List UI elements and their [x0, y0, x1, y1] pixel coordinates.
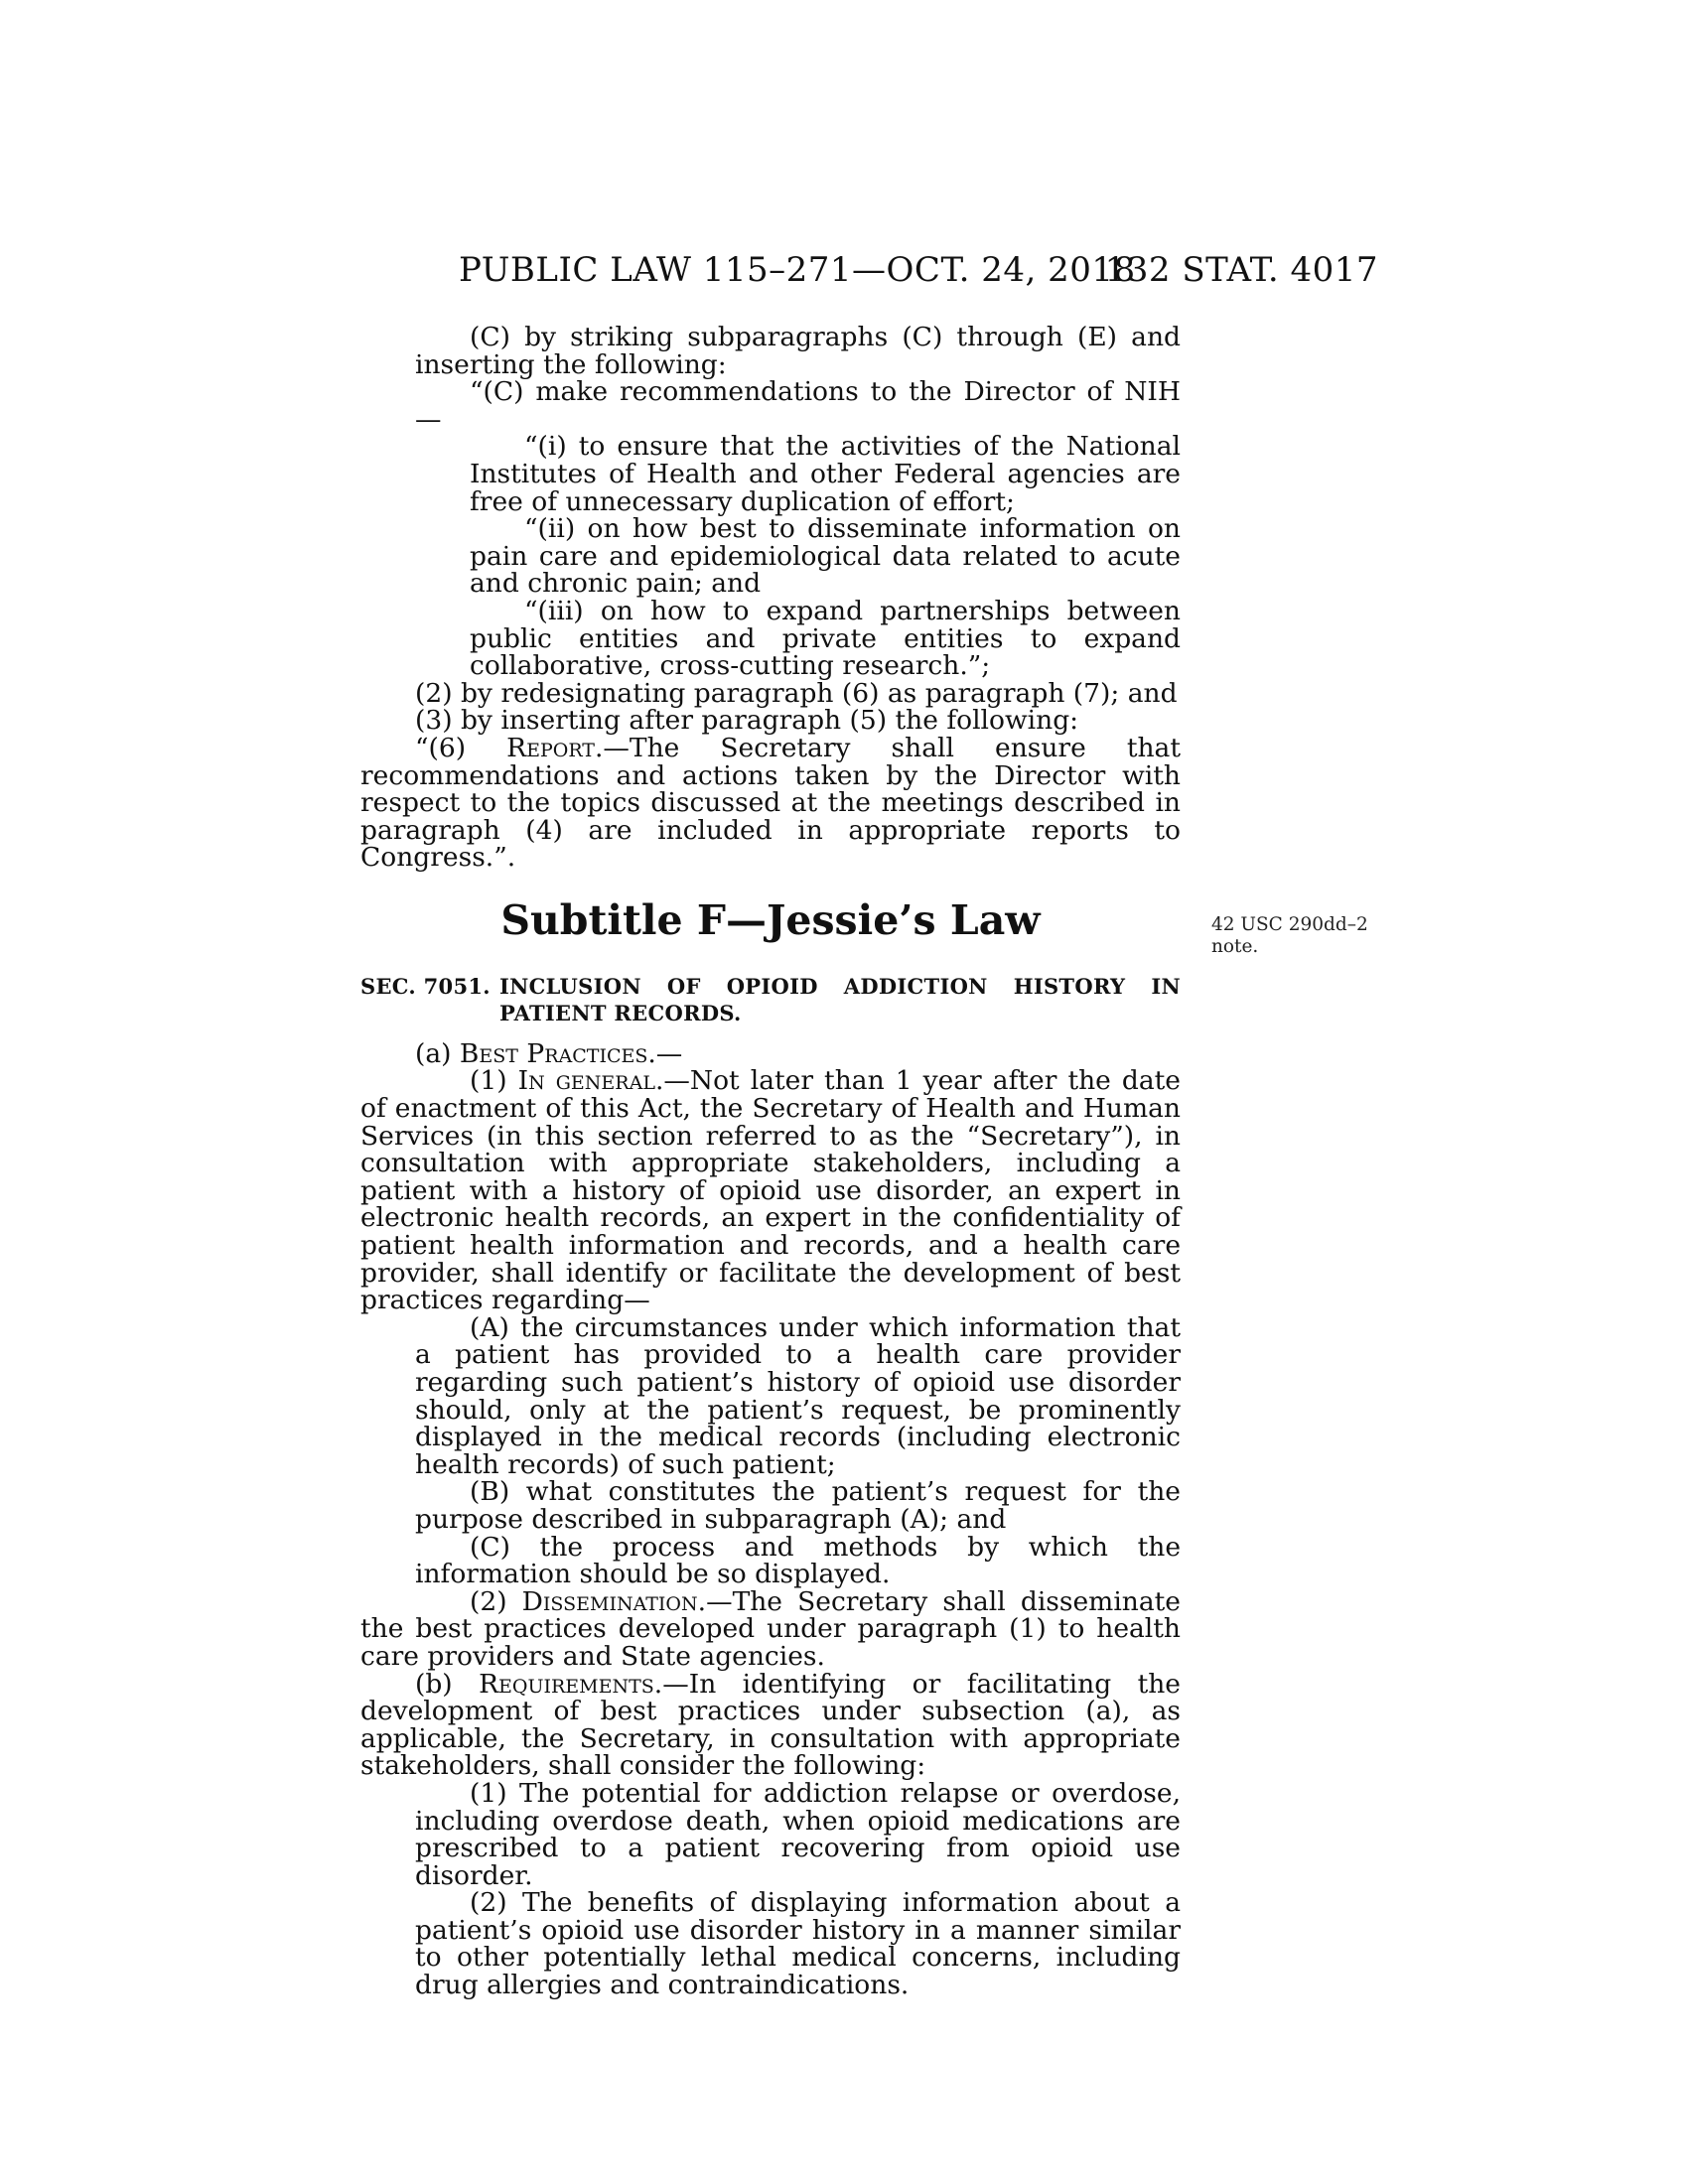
a1-text: .—Not later than 1 year after the date of enactment of this Act, the Secretary of Health and Human Services (in this section referred to as the “Secretary”), in consultation with appropriate stakeholders, including a patient with a history of opioid use disorder, an expert in electronic health records, an expert in the confidentiality of patient health information and records, and a health care provider, shall identify or facilitate the development of best practices regarding—	[360, 1065, 1181, 1316]
subparagraph-c: (C) the process and methods by which the information should be so displayed.	[415, 1531, 1181, 1590]
amend-c-striking: (C) by striking subparagraphs (C) through (E) and inserting the following:	[415, 322, 1181, 380]
subsection-b-label: (b)	[415, 1668, 453, 1700]
subtitle-heading: Subtitle F—Jessie’s Law	[500, 895, 1041, 944]
page-body	[360, 324, 1181, 1999]
quoted-c: “(C) make recommendations to the Director of NIH—	[415, 376, 1181, 435]
subsection-b-text: .—In identifying or facilitating the development of best practices under subsection (a), as applicable, the Secretary, in consultation with appropriate stakeholders, shall consider the following:	[360, 1668, 1181, 1782]
header-law-citation: PUBLIC LAW 115–271—OCT. 24, 2018	[459, 250, 1136, 290]
quoted-paragraph-6	[360, 732, 1181, 874]
subsection-a-dash: .—	[647, 1037, 683, 1069]
quoted-clause-i: “(i) to ensure that the activities of the National Institutes of Health and other Federal agencies are free of unnecessary duplication of effort;	[470, 431, 1181, 517]
subparagraph-b: (B) what constitutes the patient’s request for the purpose described in subparagraph (A); and	[415, 1476, 1181, 1535]
subsection-b-paragraph-2: (2) The benefits of displaying information about a patient’s opioid use disorder history in a manner similar to other potentially lethal medical concerns, including drug allergies and contraindications.	[415, 1887, 1181, 2001]
a2-heading: Dissemination	[521, 1585, 698, 1617]
section-number: SEC. 7051.	[360, 973, 491, 999]
a1-label: (1)	[470, 1065, 507, 1097]
amend-3: (3) by inserting after paragraph (5) the following:	[415, 705, 1079, 737]
a2-label: (2)	[470, 1585, 507, 1617]
margin-note: 42 USC 290dd–2 note.	[1211, 914, 1368, 957]
subsection-b	[360, 1668, 1181, 1782]
subsection-b-title: Requirements	[479, 1668, 654, 1700]
subsection-b-paragraph-1: (1) The potential for addiction relapse or overdose, including overdose death, when opioid medications are prescribed to a patient recovering from opioid use disorder.	[415, 1777, 1181, 1891]
subsection-a-label: (a)	[415, 1037, 452, 1069]
subparagraph-a: (A) the circumstances under which information that a patient has provided to a health care provider regarding such patient’s history of opioid use disorder should, only at the patient’s request, be prominently displayed in the medical records (including electronic health records) of such patient;	[415, 1311, 1181, 1480]
subsection-a-heading	[360, 1037, 1181, 1069]
a1-heading: In general	[517, 1065, 655, 1097]
section-heading	[360, 973, 1181, 1026]
header-stat-page: 132 STAT. 4017	[1104, 250, 1378, 290]
section-title: INCLUSION OF OPIOID ADDICTION HISTORY IN PATIENT RECORDS.	[499, 973, 1181, 1025]
subsection-a-title: Best Practices	[459, 1037, 648, 1069]
quoted-6-text: .—The Secretary shall ensure that recommendations and actions taken by the Director with respect to the topics discussed at the meetings described in paragraph (4) are included in appropriate reports to Congress.”.	[360, 732, 1181, 874]
subsection-a-paragraph-2	[360, 1585, 1181, 1672]
running-header	[459, 250, 1378, 300]
quoted-6-num: “(6)	[415, 732, 467, 763]
quoted-6-heading: Report	[506, 732, 595, 763]
a2-text: .—The Secretary shall disseminate the best practices developed under paragraph (1) to health care providers and State agencies.	[360, 1585, 1181, 1672]
amend-2: (2) by redesignating paragraph (6) as paragraph (7); and	[415, 677, 1178, 709]
subsection-a-paragraph-1	[360, 1065, 1181, 1316]
quoted-clause-iii: “(iii) on how to expand partnerships between public entities and private entities to expand collaborative, cross-cutting research.”;	[470, 595, 1181, 682]
quoted-clause-ii: “(ii) on how best to disseminate information on pain care and epidemiological data related to acute and chronic pain; and	[470, 513, 1181, 600]
